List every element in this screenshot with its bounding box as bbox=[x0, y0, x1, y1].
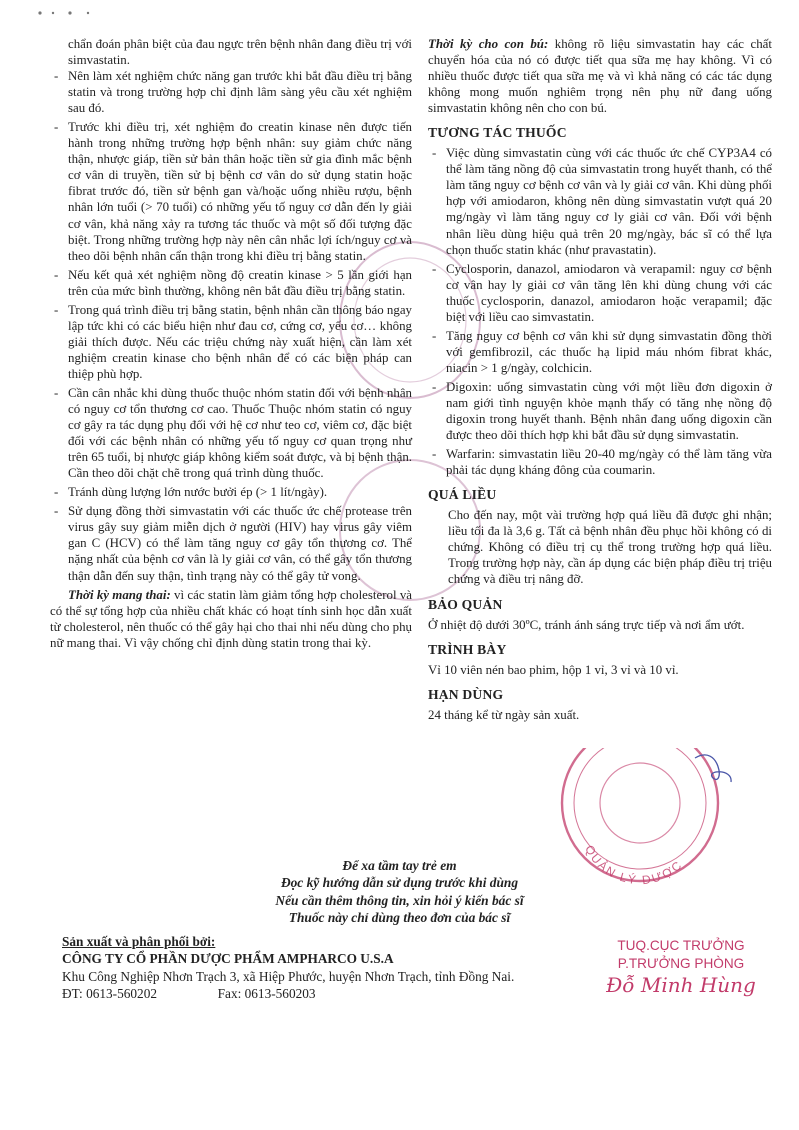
presentation-text: Vỉ 10 viên nén bao phim, hộp 1 vỉ, 3 vỉ và 10 vỉ. bbox=[428, 662, 679, 677]
list-item: - Nên làm xét nghiệm chức năng gan trước khi bắt đầu điều trị bằng statin và trong trường hợp chỉ định lâm sàng yêu cầu xét nghiệm sau đó. bbox=[50, 68, 412, 116]
storage-heading: BẢO QUẢN bbox=[428, 596, 503, 612]
expiry-heading: HẠN DÙNG bbox=[428, 686, 504, 702]
left-column bbox=[50, 36, 412, 651]
presentation-heading: TRÌNH BÀY bbox=[428, 641, 507, 657]
contact-line bbox=[62, 985, 602, 1002]
expiry-text: 24 tháng kể từ ngày sản xuất. bbox=[428, 707, 580, 722]
overdose-text: Cho đến nay, một vài trường hợp quá liều đã được ghi nhận; liều tối đa là 3,6 g. Tất cả bệnh nhân đều phục hồi không có di chứng. Không có điều trị cụ thể trong trường hợp quá liều. Trong trường hợp này, cần áp dụng các biện pháp điều trị triệu chứng và điều trị nâng đỡ. bbox=[448, 508, 772, 587]
list-item: - Warfarin: simvastatin liều 20-40 mg/ngày có thể làm tăng vừa phải tác dụng kháng đông của coumarin. bbox=[428, 446, 772, 478]
phone-number: ĐT: 0613-560202 bbox=[62, 986, 157, 1002]
manufacturer-footer bbox=[62, 933, 602, 1003]
pregnancy-label: Thời kỳ mang thai: bbox=[68, 587, 171, 602]
overdose-heading: QUÁ LIỀU bbox=[428, 487, 497, 503]
signature-subtitle: P.TRƯỞNG PHÒNG bbox=[617, 956, 745, 971]
list-item: - Việc dùng simvastatin cùng với các thuốc ức chế CYP3A4 có thể làm tăng nồng độ của simvastatin trong huyết thanh, có thể làm tăng nguy cơ bệnh cơ vân và ly giải cơ vân. Khi dùng phối hợp với amiodaron, không nên dùng simvastatin vượt quá 20 mg/ngày vì làm tăng nguy cơ ly giải cơ vân. Đối với bệnh nhân liều dùng hiệu quả trên 20 mg/ngày, bác sĩ có thể lựa chọn thuốc statin khác (như pravastatin). bbox=[428, 145, 772, 257]
list-item: - Tăng nguy cơ bệnh cơ vân khi sử dụng simvastatin đồng thời với gemfibrozil, các thuốc hạ lipid máu nhóm fibrat khác, niacin > 1 g/ngày, colchicin. bbox=[428, 328, 772, 376]
list-item: - Sử dụng đồng thời simvastatin với các thuốc ức chế protease trên virus gây suy giảm miễn dịch ở người (HIV) hay virus gây viêm gan C (HCV) có thể làm tăng nguy cơ gây tổn thương cơ. Thể nặng nhất của bệnh cơ vân là ly giải cơ vân, có thể gây tổn thương thận dẫn đến suy thận, tình trạng này có thể gây tử vong. bbox=[50, 503, 412, 583]
right-column bbox=[428, 36, 772, 723]
pregnancy-text: vì các statin làm giảm tổng hợp cholesterol và có thể sự tổng hợp của nhiều chất khác có hoạt tính sinh học dẫn xuất từ cholesterol, nên thuốc có thể gây hại cho thai nhi nếu dùng cho phụ nữ mang thai. Vì vậy chống chỉ định dùng statin trong thai kỳ. bbox=[50, 587, 412, 650]
storage-text: Ở nhiệt độ dưới 30ºC, tránh ánh sáng trực tiếp và nơi ẩm ướt. bbox=[428, 617, 745, 632]
list-item: - Trong quá trình điều trị bằng statin, bệnh nhân cần thông báo ngay lập tức khi có các biểu hiện như đau cơ, cứng cơ, yếu cơ… không giải thích được. Nếu các triệu chứng này xuất hiện, cần làm xét nghiệm creatin kinase cho bệnh nhân để có các biện pháp can thiệp phù hợp. bbox=[50, 302, 412, 382]
signature-name: Đỗ Minh Hùng bbox=[606, 973, 756, 997]
breastfeeding-paragraph bbox=[428, 36, 772, 116]
list-item: - Tránh dùng lượng lớn nước bưởi ép (> 1 lít/ngày). bbox=[50, 484, 412, 500]
list-item: - Digoxin: uống simvastatin cùng với một liều đơn digoxin ở nam giới tình nguyện khỏe mạnh thấy có tăng nhẹ nồng độ digoxin trong huyết thanh. Bệnh nhân đang uống digoxin cần được theo dõi thích hợp khi bắt đầu sử dụng simvastatin. bbox=[428, 379, 772, 443]
intro-text: chẩn đoán phân biệt của đau ngực trên bệnh nhân đang điều trị với simvastatin. bbox=[68, 37, 412, 68]
list-item: - Cyclosporin, danazol, amiodaron và verapamil: nguy cơ bệnh cơ vân hay ly giải cơ vân tăng lên khi dùng chung với các thuốc cyclosporin, danazol, amiodaron hoặc verapamil; đặc biệt với liều cao simvastatin. bbox=[428, 261, 772, 325]
interactions-heading: TƯƠNG TÁC THUỐC bbox=[428, 125, 567, 141]
signature-title: TUQ.CỤC TRƯỞNG bbox=[617, 938, 745, 953]
breastfeeding-label: Thời kỳ cho con bú: bbox=[428, 37, 549, 51]
company-address: Khu Công Nghiệp Nhơn Trạch 3, xã Hiệp Phước, huyện Nhơn Trạch, tỉnh Đồng Nai. bbox=[62, 968, 515, 984]
fax-number: Fax: 0613-560203 bbox=[217, 986, 316, 1002]
company-name: CÔNG TY CỔ PHẦN DƯỢC PHẨM AMPHARCO U.S.A bbox=[62, 951, 394, 967]
warnings-block bbox=[0, 857, 799, 927]
list-item: - Trước khi điều trị, xét nghiệm đo creatin kinase nên được tiến hành trong những trường hợp bệnh nhân: suy giảm chức năng thận, nhược giáp, tiền sử bản thân hoặc tiền sử gia đình mắc bệnh cơ vân di truyền, tiền sử bị bệnh cơ vân do sử dụng statin hoặc fibrat trước đó, tiền sử bệnh gan và/hoặc uống nhiều rượu, bệnh nhân lớn tuổi (> 70 tuổi) có những yếu tố nguy cơ dẫn đến ly giải cơ vân, khả năng xảy ra tương tác thuốc và một số đối tượng đặc biệt. Trong những trường hợp này nên cân nhắc lợi ích/nguy cơ và theo dõi bệnh nhân cẩn thận trong khi điều trị bằng statin. bbox=[50, 119, 412, 263]
warning-line: Đọc kỹ hướng dẫn sử dụng trước khi dùng bbox=[280, 875, 519, 891]
list-item: - Cần cân nhắc khi dùng thuốc thuộc nhóm statin đối với bệnh nhân có nguy cơ tổn thương cơ cao. Thuốc Thuộc nhóm statin có nguy cơ gây ra tác dụng phụ đối với hệ cơ như teo cơ, viêm cơ, đặc biệt đối với các bệnh nhân có những yếu tố nguy cơ quan trọng như trên 65 tuổi, bị nhược giáp không kiểm soát được, và bị bệnh thận. Cần theo dõi chặt chẽ trong quá trình dùng thuốc. bbox=[50, 385, 412, 481]
signature-block bbox=[586, 937, 776, 997]
warning-line: Nếu cần thêm thông tin, xin hỏi ý kiến bác sĩ bbox=[275, 892, 524, 908]
list-item: - Nếu kết quả xét nghiệm nồng độ creatin kinase > 5 lần giới hạn trên của mức bình thường, không nên bắt đầu điều trị bằng statin. bbox=[50, 267, 412, 299]
corner-dots bbox=[0, 0, 120, 30]
breastfeeding-text: không rõ liệu simvastatin hay các chất chuyển hóa của nó có được tiết qua sữa mẹ hay không. Vì có nhiều thuốc được tiết qua sữa mẹ và vì khả năng có các tác dụng không mong muốn nghiêm trọng nên phụ nữ đang uống simvastatin không nên cho con bú. bbox=[428, 37, 772, 116]
warning-line: Thuốc này chỉ dùng theo đơn của bác sĩ bbox=[288, 910, 511, 926]
stamp-text: QUẢN LÝ DƯỢC bbox=[582, 842, 686, 888]
footer-heading: Sản xuất và phân phối bởi: bbox=[62, 934, 216, 949]
warning-line: Để xa tầm tay trẻ em bbox=[342, 858, 457, 873]
pregnancy-paragraph bbox=[50, 587, 412, 651]
